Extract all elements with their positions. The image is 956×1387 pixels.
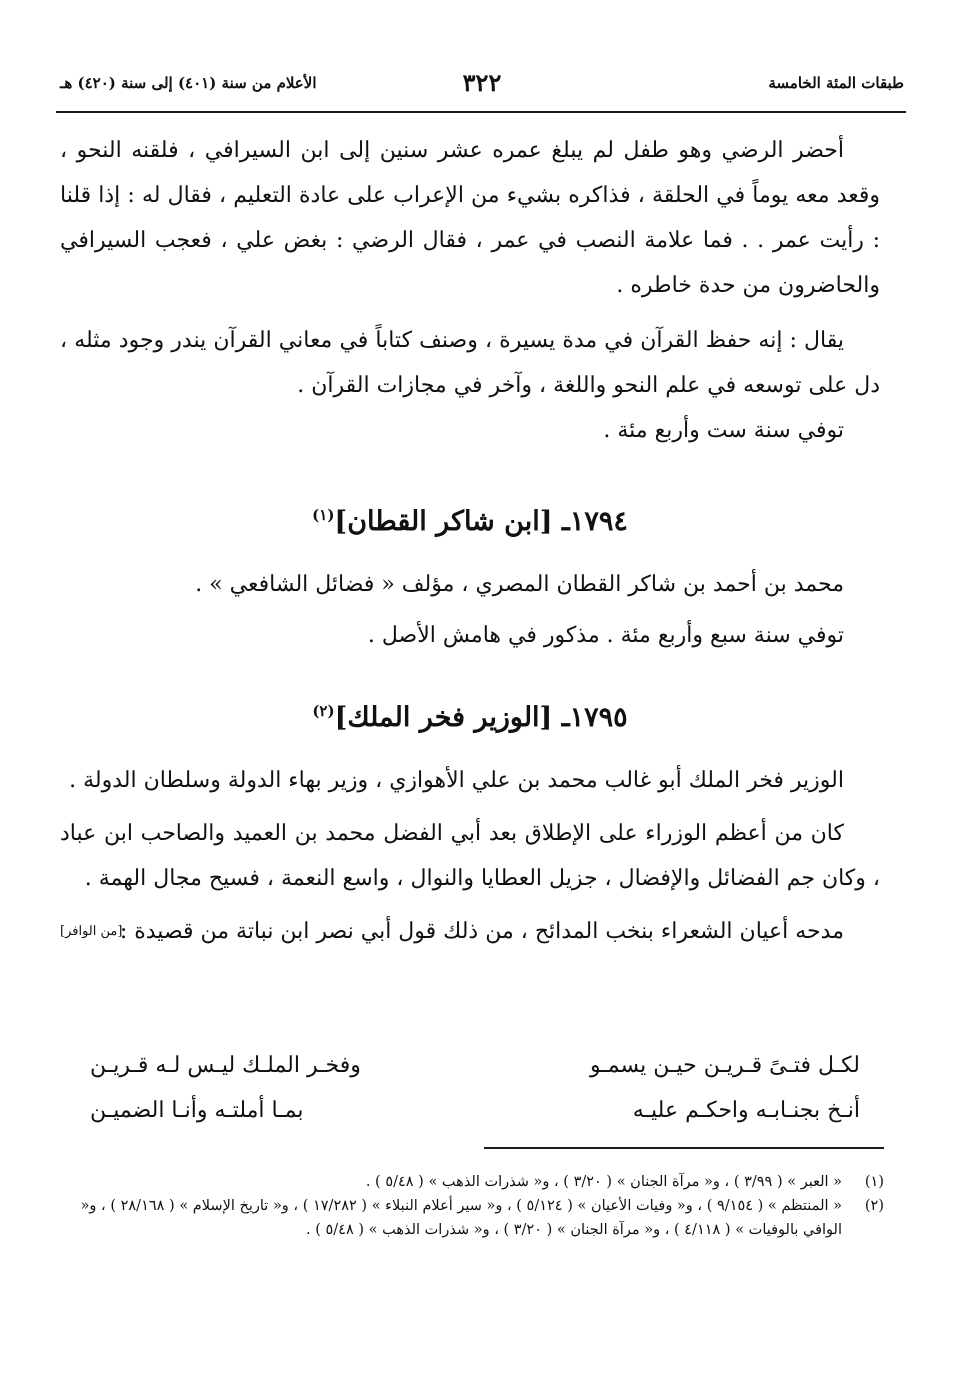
verse-hemistich-second: بمـا أملتـه وأنـا الضميـن [90, 1098, 304, 1123]
entry-1794-text [60, 562, 880, 658]
footnote-text: « المنتظم » ( ٩/١٥٤ ) ، و« وفيات الأعيان » ( ٥/١٢٤ ) ، و« سير أعلام النبلاء » ( ١٧/٢٨٢ ) ، و« تاريخ الإسلام » ( ٢٨/١٦٨ ) ، و« الوافي بالوفيات » ( ٤/١١٨ ) ، و« مرآة الجنان » ( ٣/٢٠ ) ، و« شذرات الذهب » ( ٥/٤٨ ) . [80, 1198, 842, 1238]
paragraph: أحضر الرضي وهو طفل لم يبلغ عمره عشر سنين إلى ابن السيرافي ، فلقنه النحو ، وقعد معه يوماً في الحلقة ، فذاكره بشيء من الإعراب على عادة التعليم ، فقال له : إذا قلنا : رأيت عمر . . فما علامة النصب في عمر ، فقال الرضي : بغض علي ، فعجب السيرافي والحاضرون من حدة خاطره . [60, 138, 880, 298]
entry-title: ١٧٩٤ـ [ابن شاكر القطان] [334, 506, 628, 537]
verse-line [90, 1053, 860, 1097]
footnote [56, 1170, 884, 1194]
paragraph [60, 909, 880, 954]
paragraph: توفي سنة سبع وأربع مئة . مذكور في هامش الأصل . [367, 623, 844, 648]
footnote-divider [484, 1147, 884, 1149]
verse-line [90, 1098, 860, 1142]
paragraph: توفي سنة ست وأربع مئة . [603, 418, 844, 443]
poetry-intro: مدحه أعيان الشعراء بنخب المدائح ، من ذلك قول أبي نصر ابن نباتة من قصيدة : [119, 919, 844, 944]
verse-hemistich-first: لكـل فتـىً قـريـن حيـن يسمـو [590, 1053, 860, 1078]
entry-1795-text [60, 758, 880, 954]
verse-hemistich-second: وفخـر الملـك ليـس لـه قـريـن [90, 1053, 361, 1078]
footnote-ref: (٢) [312, 702, 335, 720]
header-book-section: طبقات المئة الخامسة [768, 74, 904, 92]
entry-heading-1794 [60, 506, 880, 537]
paragraph: كان من أعظم الوزراء على الإطلاق بعد أبي الفضل محمد بن العميد والصاحب ابن عباد ، وكان جم الفضائل والإفضال ، جزيل العطايا والنوال ، واسع النعمة ، فسيح مجال الهمة . [60, 821, 880, 891]
verse-hemistich-first: أنـخ بجنـابـه واحكـم عليـه [632, 1098, 860, 1123]
page-number: ٣٢٢ [462, 68, 502, 97]
paragraph: يقال : إنه حفظ القرآن في مدة يسيرة ، وصنف كتاباً في معاني القرآن يندر وجود مثله ، دل على توسعه في علم النحو واللغة ، وآخر في مجازات القرآن . [60, 328, 880, 398]
previous-entry-text [60, 128, 880, 453]
running-header [60, 70, 904, 104]
paragraph: الوزير فخر الملك أبو غالب محمد بن علي الأهوازي ، وزير بهاء الدولة وسلطان الدولة . [69, 768, 844, 793]
footnote-text: « العبر » ( ٣/٩٩ ) ، و« مرآة الجنان » ( ٣/٢٠ ) ، و« شذرات الذهب » ( ٥/٤٨ ) . [365, 1174, 842, 1190]
entry-heading-1795 [60, 702, 880, 733]
paragraph: محمد بن أحمد بن شاكر القطان المصري ، مؤلف « فضائل الشافعي » . [195, 572, 844, 597]
footnote-number: (١) [864, 1174, 884, 1190]
poetic-meter: [من الوافر] [60, 924, 123, 939]
header-year-range: الأعلام من سنة (٤٠١) إلى سنة (٤٢٠) هـ [60, 74, 317, 92]
footnote-ref: (١) [312, 506, 335, 524]
footnote-number: (٢) [864, 1198, 884, 1214]
header-divider [56, 111, 906, 113]
footnote [56, 1194, 884, 1242]
footnotes [56, 1170, 884, 1242]
entry-title: ١٧٩٥ـ [الوزير فخر الملك] [334, 702, 628, 733]
